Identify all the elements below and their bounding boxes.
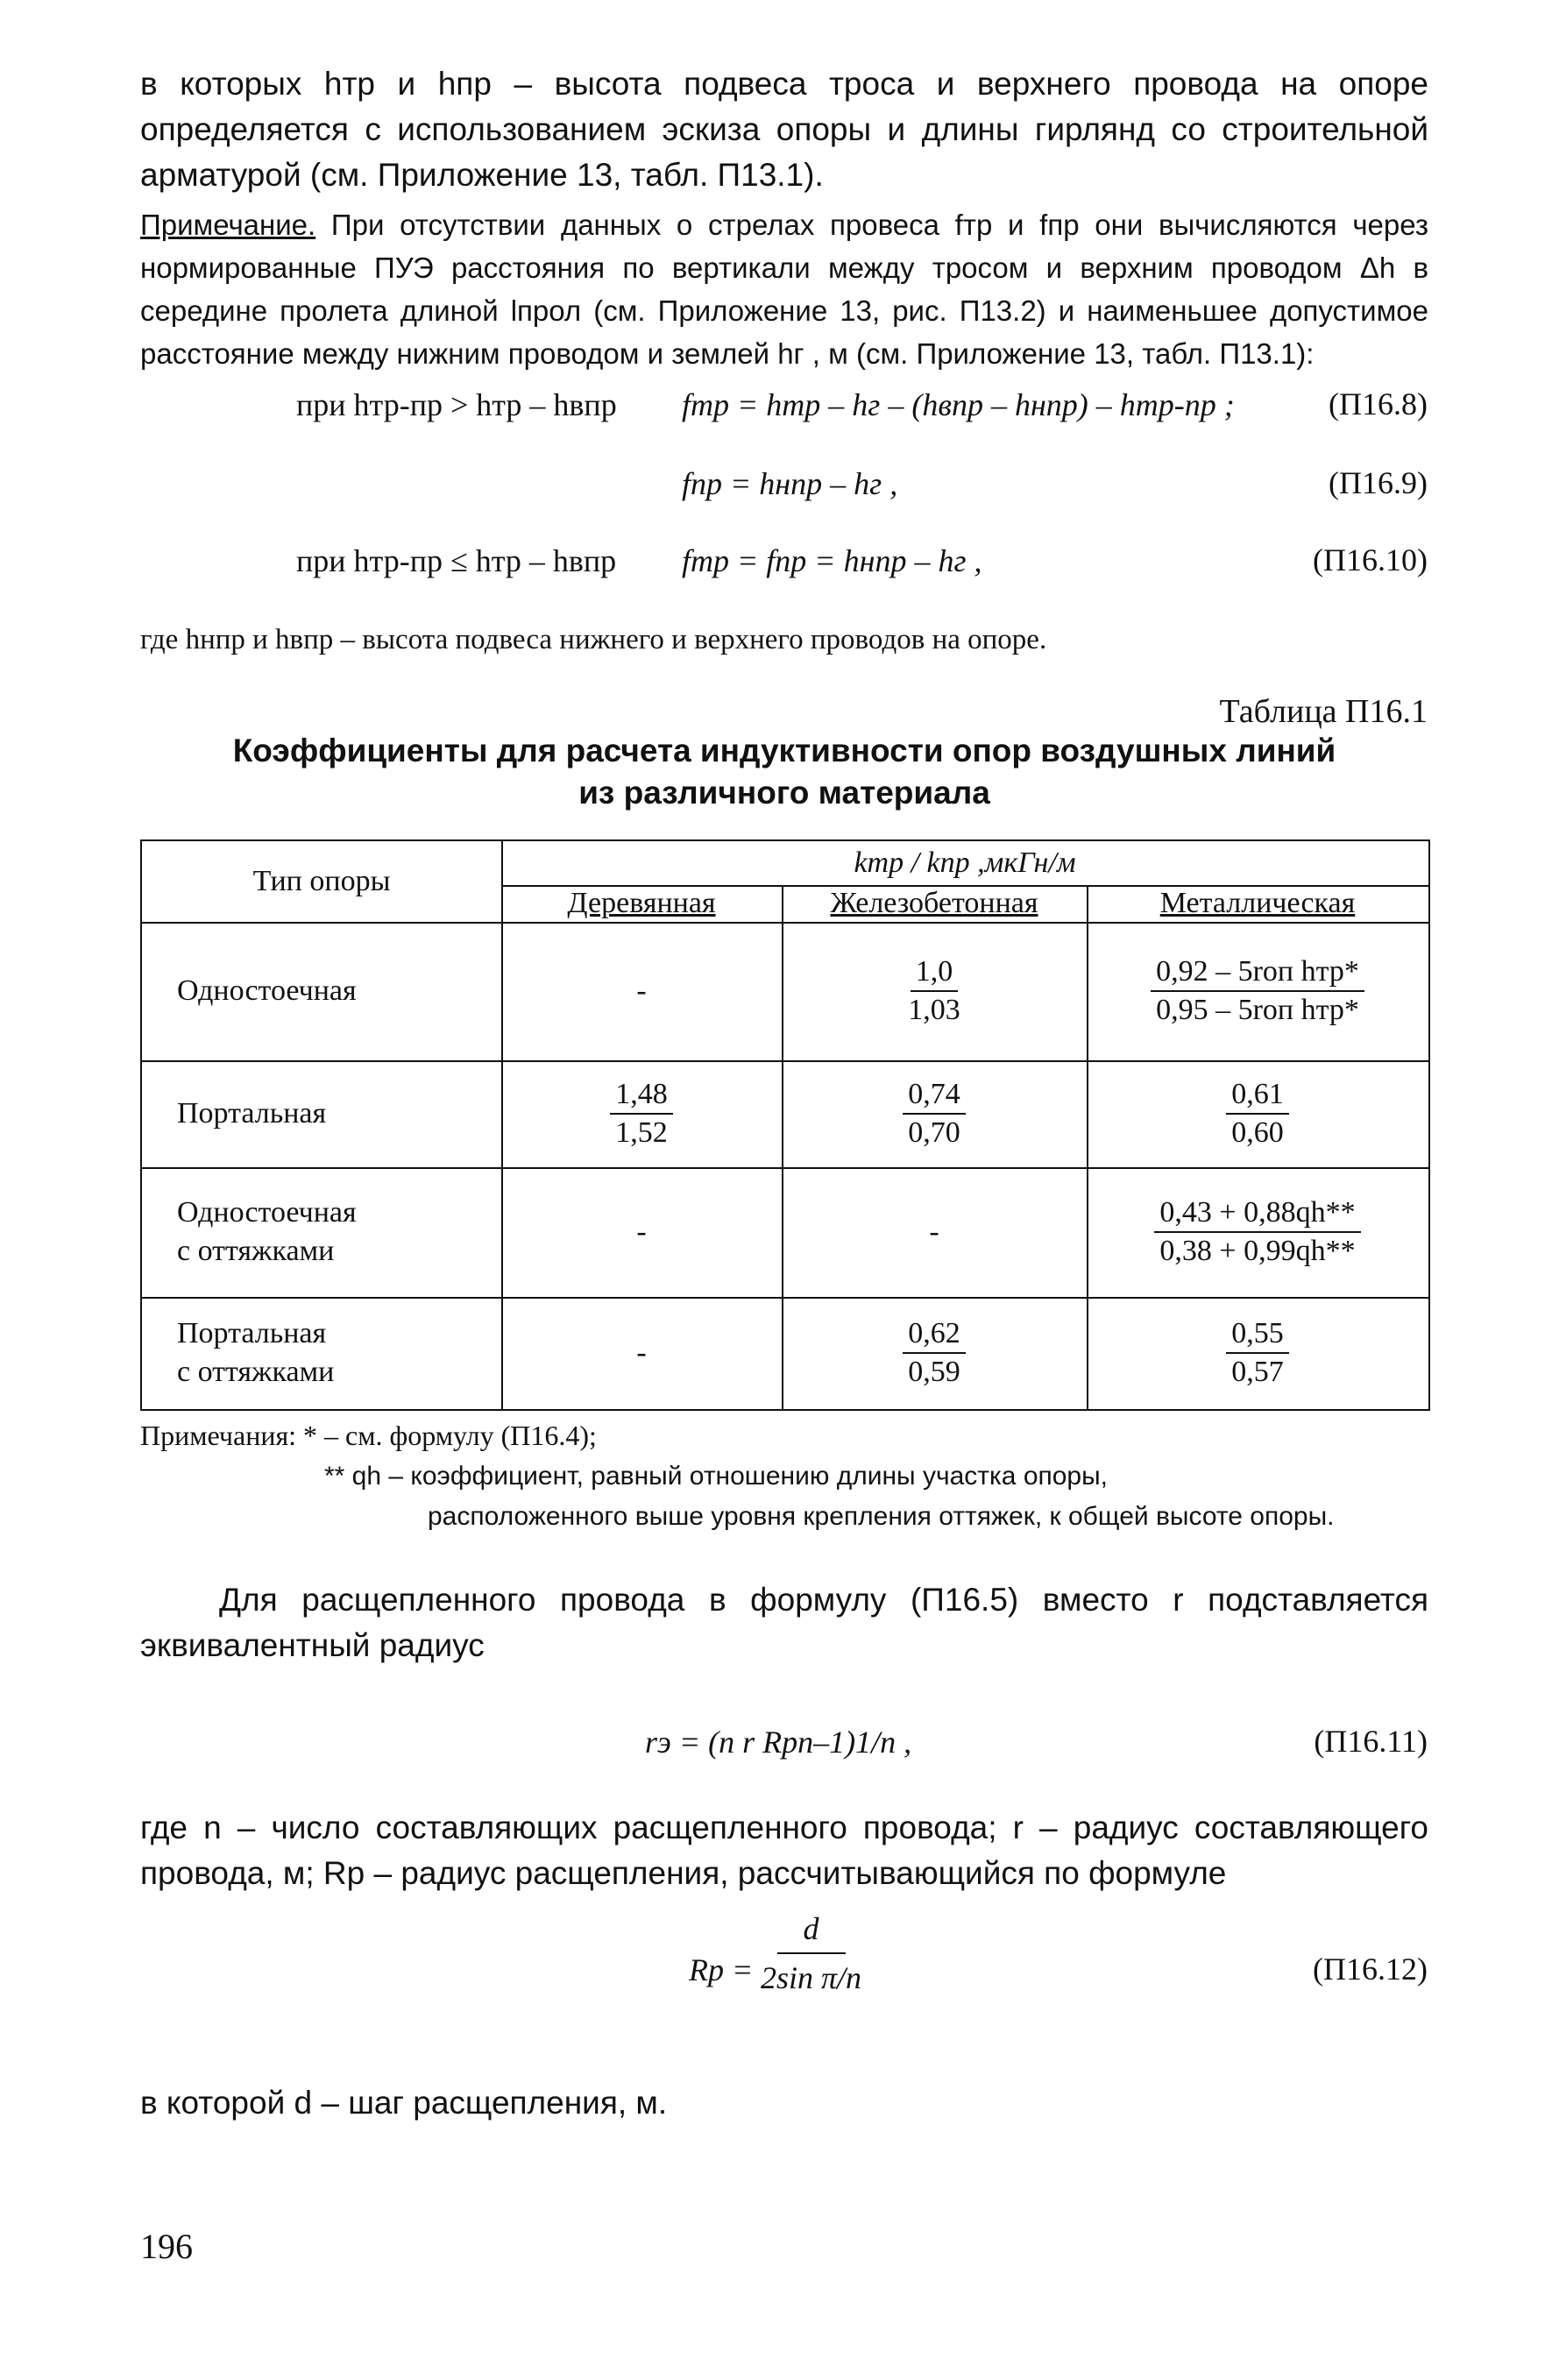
row3-concrete: - (929, 1215, 939, 1248)
fraction-numerator: 0,74 (903, 1076, 966, 1115)
row1-concrete (782, 922, 1087, 1060)
fraction-denominator: 1,52 (615, 1116, 668, 1149)
row2-metal (1087, 1060, 1428, 1167)
fraction-numerator: 0,43 + 0,88qh** (1154, 1194, 1360, 1233)
page-number: 196 (140, 2227, 193, 2266)
row1-metal (1087, 922, 1428, 1060)
fraction-denominator: 0,59 (908, 1356, 960, 1388)
fraction-numerator: 0,92 – 5rоп hтр* (1151, 953, 1364, 992)
eq10-formula: fтр = fпр = hнпр – hг , (682, 543, 982, 578)
eq8-condition: при hтр-пр > hтр – hвпр (296, 387, 617, 422)
col-header-wood: Деревянная (567, 887, 716, 919)
table-title-line1: Коэффициенты для расчета индуктивности опор воздушных линий (232, 733, 1336, 769)
row2-concrete (782, 1060, 1087, 1167)
row3-metal (1087, 1167, 1428, 1297)
row-type: Портальная (177, 1097, 327, 1130)
row-type: Одностоечная (177, 974, 357, 1007)
row4-metal (1087, 1297, 1428, 1409)
row-type (142, 1297, 501, 1409)
eq8-formula: fтр = hтр – hг – (hвпр – hнпр) – hтр-пр ; (682, 387, 1235, 422)
final-line: в которой d – шаг расщепления, м. (140, 2085, 668, 2121)
coefficients-table (140, 839, 1430, 1411)
table-notes-line2: ** qh – коэффициент, равный отношению длины участка опоры, (324, 1462, 1109, 1491)
fraction-numerator: 1,48 (610, 1076, 673, 1115)
eq11-formula: rэ = (n r Rрn–1)1/n , (645, 1725, 912, 1760)
row-type-line1: Портальная (177, 1317, 327, 1349)
col-header-metal: Металлическая (1159, 887, 1356, 919)
eq12-denominator: 2sin π/n (761, 1960, 862, 1995)
fraction-denominator: 0,70 (908, 1116, 960, 1149)
eq8-number: (П16.8) (1329, 386, 1428, 421)
note-label: Примечание. (140, 209, 316, 241)
eq12-number: (П16.12) (1313, 1951, 1428, 1987)
eq12-numerator: d (777, 1910, 846, 1954)
eq9-number: (П16.9) (1329, 465, 1428, 500)
split-paragraph: Для расщепленного провода в формулу (П16.5) вместо r подставляется эквивалентный радиус (140, 1582, 1428, 1663)
table-label: Таблица П16.1 (1219, 693, 1428, 730)
fraction-denominator: 0,38 + 0,99qh** (1159, 1235, 1356, 1267)
intro-paragraph: в которых hтр и hпр – высота подвеса троса и верхнего провода на опоре определяется с использованием эскиза опоры и длины гирлянд со строительной арматурой (см. Приложение 13, табл. П13.1). (140, 66, 1428, 193)
fraction-numerator: 0,55 (1226, 1315, 1289, 1354)
table-notes-line3: расположенного выше уровня крепления оттяжек, к общей высоте опоры. (428, 1502, 1335, 1531)
fraction-denominator: 1,03 (908, 994, 960, 1026)
fraction-numerator: 0,62 (903, 1315, 966, 1354)
eq12-lhs: Rр = (689, 1952, 754, 1987)
eq11-number: (П16.11) (1314, 1724, 1428, 1759)
col-type-header: Тип опоры (252, 865, 391, 897)
note-text: При отсутствии данных о стрелах провеса fтр и fпр они вычисляются через нормированные ПУЭ расстояния по вертикали между тросом и верхним проводом Δh в середине пролета длиной lпрол (см. Приложение 13, рис. П13.2) и наименьшее допустимое расстояние между нижним проводом и землей hг , м (см. Приложение 13, табл. П13.1): (140, 209, 1428, 370)
fraction-numerator: 1,0 (911, 953, 959, 992)
fraction-denominator: 0,57 (1231, 1356, 1284, 1388)
where-text: где hнпр и hвпр – высота подвеса нижнего и верхнего проводов на опоре. (140, 624, 1047, 655)
eq12-fraction (761, 1910, 861, 1996)
fraction-denominator: 0,60 (1231, 1116, 1284, 1149)
row-type-line2: с оттяжками (177, 1235, 335, 1267)
where-n-paragraph: где n – число составляющих расщепленного провода; r – радиус составляющего провода, м; Rр – радиус расщепления, рассчитывающийся по формуле (140, 1810, 1428, 1891)
eq10-number: (П16.10) (1313, 542, 1428, 577)
row4-concrete (782, 1297, 1087, 1409)
eq9-formula: fпр = hнпр – hг , (682, 466, 898, 501)
row-type-line2: с оттяжками (177, 1356, 335, 1388)
eq10-condition: при hтр-пр ≤ hтр – hвпр (296, 543, 617, 578)
row3-wood: - (636, 1215, 647, 1248)
table-notes-line1: Примечания: * – см. формулу (П16.4); (140, 1420, 597, 1451)
row-type (142, 1167, 501, 1297)
fraction-numerator: 0,61 (1226, 1076, 1289, 1115)
note-paragraph (140, 203, 1428, 375)
table-title-line2: из различного материала (578, 775, 990, 811)
group-header: kтр / kпр ,мкГн/м (854, 846, 1076, 879)
row2-wood (501, 1060, 782, 1167)
row1-wood: - (636, 974, 647, 1007)
row4-wood: - (636, 1336, 647, 1369)
col-header-concrete: Железобетонная (830, 887, 1038, 919)
row-type-line1: Одностоечная (177, 1196, 357, 1229)
fraction-denominator: 0,95 – 5rоп hтр* (1156, 994, 1359, 1026)
